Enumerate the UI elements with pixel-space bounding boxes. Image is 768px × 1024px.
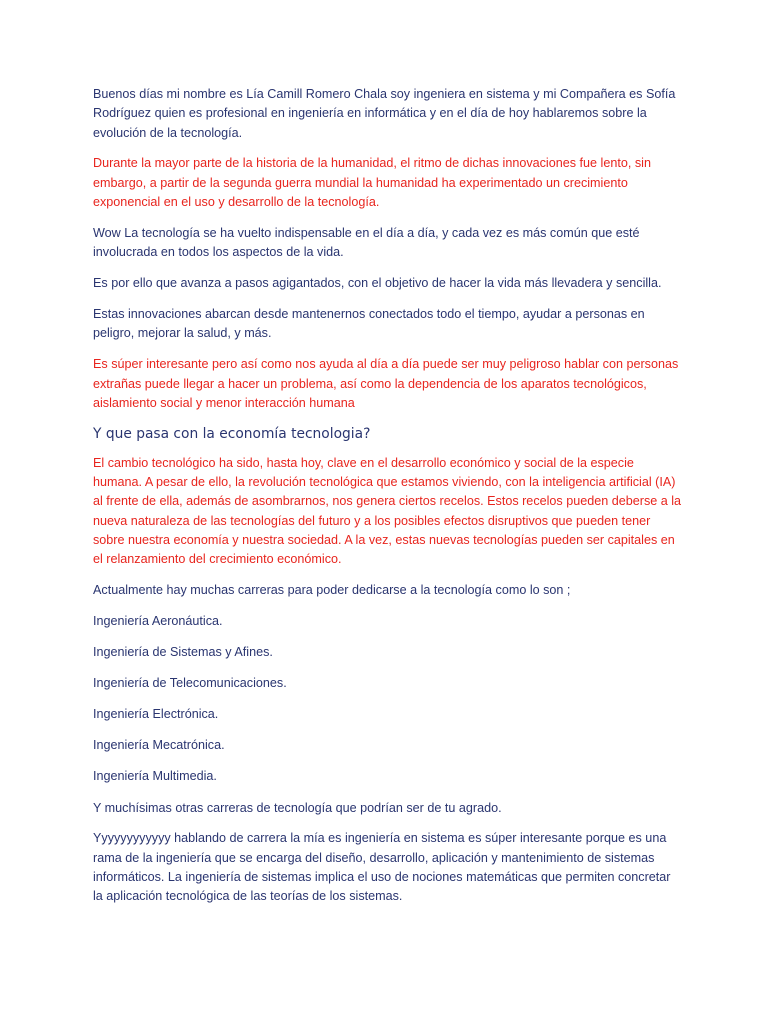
systems-engineering-paragraph: Yyyyyyyyyyyy hablando de carrera la mía es ingeniería en sistema es súper interesante porque es una rama de la ingeniería que se encarga del diseño, desarrollo, aplicación y mantenimiento de sistemas informáticos. La ingeniería de sistemas implica el uso de nociones matemáticas que permiten concretar la aplicación tecnológica de las teorías de los sistemas. — [93, 831, 671, 904]
economy-heading: Y que pasa con la economía tecnologia? — [93, 425, 371, 442]
career-item: Ingeniería Electrónica. — [93, 707, 219, 722]
other-careers-paragraph: Y muchísimas otras carreras de tecnología que podrían ser de tu agrado. — [93, 800, 502, 815]
career-item: Ingeniería de Sistemas y Afines. — [93, 645, 273, 660]
history-paragraph: Durante la mayor parte de la historia de la humanidad, el ritmo de dichas innovaciones fue lento, sin embargo, a partir de la segunda guerra mundial la humanidad ha experimentado un crecimiento exponencial en el uso y desarrollo de la tecnología. — [93, 156, 651, 210]
careers-list — [93, 612, 683, 787]
advance-paragraph: Es por ello que avanza a pasos agigantados, con el objetivo de hacer la vida más llevadera y sencilla. — [93, 276, 662, 291]
career-item: Ingeniería de Telecomunicaciones. — [93, 676, 287, 691]
career-item: Ingeniería Mecatrónica. — [93, 738, 225, 753]
innovations-paragraph: Estas innovaciones abarcan desde mantenernos conectados todo el tiempo, ayudar a personas en peligro, mejorar la salud, y más. — [93, 307, 645, 341]
dangers-paragraph: Es súper interesante pero así como nos ayuda al día a día puede ser muy peligroso hablar con personas extrañas puede llegar a hacer un problema, así como la dependencia de los aparatos tecnológicos, aislamiento social y menor interacción humana — [93, 357, 679, 410]
indispensable-paragraph: Wow La tecnología se ha vuelto indispensable en el día a día, y cada vez es más común que esté involucrada en todos los aspectos de la vida. — [93, 225, 640, 260]
document-body — [93, 85, 683, 918]
career-item: Ingeniería Multimedia. — [93, 769, 217, 784]
careers-intro-paragraph: Actualmente hay muchas carreras para poder dedicarse a la tecnología como lo son ; — [93, 583, 571, 598]
intro-paragraph: Buenos días mi nombre es Lía Camill Romero Chala soy ingeniera en sistema y mi Compañera es Sofía Rodríguez quien es profesional en ingeniería en informática y en el día de hoy hablaremos sobre la evolución de la tecnología. — [93, 87, 676, 140]
career-item: Ingeniería Aeronáutica. — [93, 613, 223, 628]
economy-paragraph: El cambio tecnológico ha sido, hasta hoy, clave en el desarrollo económico y social de la especie humana. A pesar de ello, la revolución tecnológica que estamos viviendo, con la inteligencia artificial (IA) al frente de ella, además de asombrarnos, nos genera ciertos recelos. Estos recelos pueden deberse a la nueva naturaleza de las tecnologías del futuro y a los posibles efectos disruptivos que pueden tener sobre nuestra economía y nuestra sociedad. A la vez, estas nuevas tecnologías pueden ser capitales en el relanzamiento del crecimiento económico. — [93, 455, 682, 567]
